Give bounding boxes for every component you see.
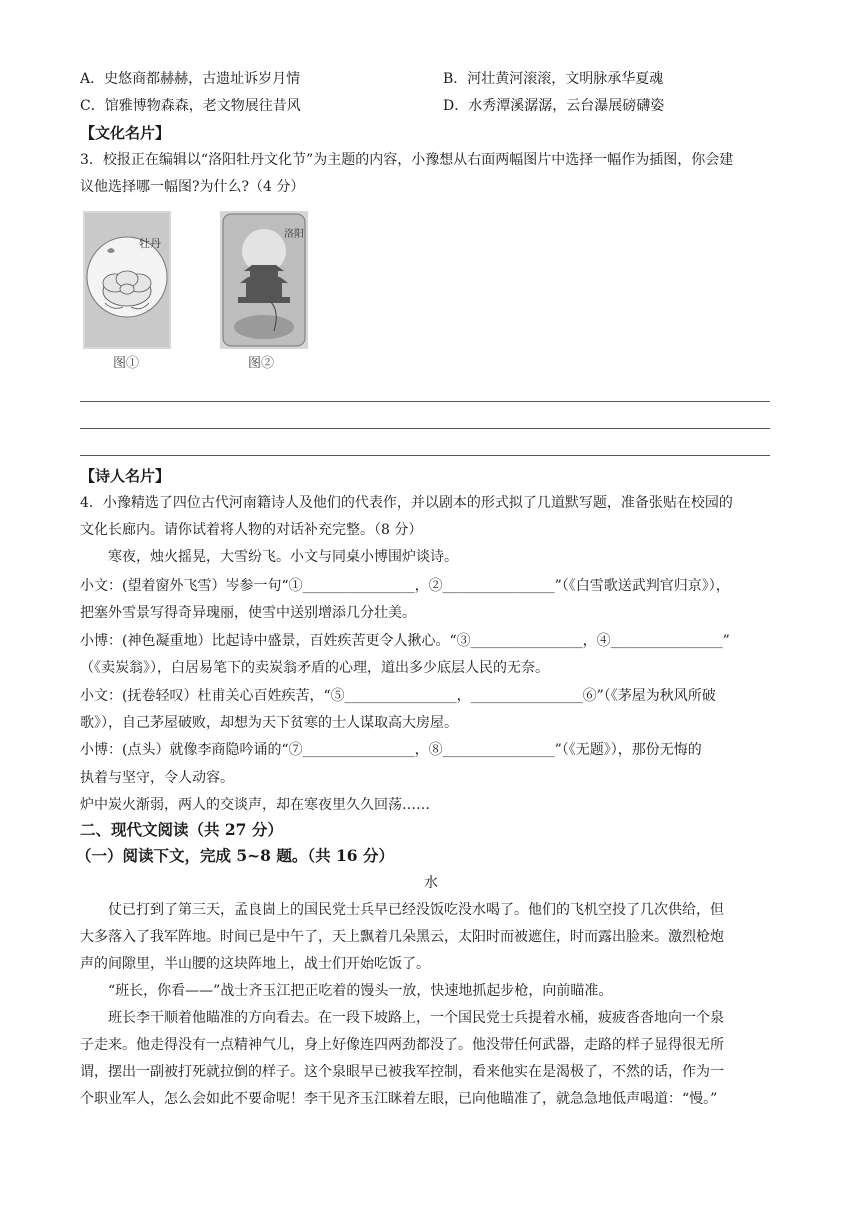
- answer-line-1[interactable]: [80, 401, 770, 402]
- dialogue-2-line-2: （《卖炭翁》），白居易笔下的卖炭翁矛盾的心理，道出多少底层人民的无奈。: [80, 660, 549, 676]
- dialogue-1-line-1: 小文：(望着窗外飞雪）岑参一句“①________________，②________________”（《白雪歌送武判官归京》），: [80, 578, 730, 594]
- dialogue-3-line-2: 歌》），自己茅屋破败，却想为天下贫寒的士人谋取高大房屋。: [80, 715, 458, 731]
- passage-p3-line-2: 子走来。他走得没有一点精神气儿，身上好像连四两劲都没了。他没带任何武器，走路的样子显得很无所: [80, 1037, 724, 1053]
- dialogue-1-line-2: 把塞外雪景写得奇异瑰丽，使雪中送别增添几分壮美。: [80, 605, 416, 621]
- answer-line-3[interactable]: [80, 455, 770, 456]
- pavilion-illustration-icon: [220, 211, 308, 349]
- passage-title: 水: [424, 875, 438, 891]
- passage-p1-line-1: 仗已打到了第三天，孟良崮上的国民党士兵早已经没饭吃没水喝了。他们的飞机空投了几次供给，但: [108, 902, 724, 918]
- poet-card-heading: 【诗人名片】: [80, 467, 171, 485]
- dialogue-2-line-1: 小博：(神色凝重地）比起诗中盛景，百姓疾苦更令人揪心。“③________________，④________________”: [80, 633, 730, 649]
- question-3-line-2: 议他选择哪一幅图?为什么?（4 分）: [80, 179, 305, 195]
- peony-illustration-icon: [83, 211, 171, 349]
- figure-1-caption: 图①: [113, 356, 140, 371]
- script-ending: 炉中炭火渐弱，两人的交谈声，却在寒夜里久久回荡……: [80, 797, 430, 813]
- passage-p3-line-3: 谓，摆出一副被打死就拉倒的样子。这个泉眼早已被我军控制，看来他实在是渴极了，不然的话，作为一: [80, 1064, 724, 1080]
- dialogue-3-line-1: 小文：(抚卷轻叹）杜甫关心百姓疾苦，“⑤________________，________________⑥”（《茅屋为秋风所破: [80, 688, 716, 704]
- section-2-subtitle: （一）阅读下文，完成 5~8 题。（共 16 分）: [76, 846, 394, 865]
- question-4-line-1: 4．小豫精选了四位古代河南籍诗人及他们的代表作，并以剧本的形式拟了几道默写题，准备张贴在校园的: [80, 495, 733, 511]
- passage-p1-line-2: 大多落入了我军阵地。时间已是中午了，天上飘着几朵黑云，太阳时而被遮住，时而露出脸来。激烈枪炮: [80, 929, 724, 945]
- dialogue-4-line-1: 小博：(点头）就像李商隐吟诵的“⑦________________，⑧________________”（《无题》），那份无悔的: [80, 742, 702, 758]
- option-b: B．河壮黄河滚滚，文明脉承华夏魂: [443, 71, 664, 87]
- option-a: A．史悠商都赫赫，古遗址诉岁月情: [80, 71, 301, 87]
- answer-line-2[interactable]: [80, 428, 770, 429]
- svg-text:洛阳: 洛阳: [284, 229, 304, 240]
- figure-2-caption: 图②: [248, 356, 275, 371]
- option-d: D．水秀潭溪潺潺，云台瀑展磅礴姿: [443, 98, 665, 114]
- section-2-title: 二、现代文阅读（共 27 分）: [80, 820, 283, 839]
- passage-p3-line-1: 班长李干顺着他瞄准的方向看去。在一段下坡路上，一个国民党士兵提着水桶，疲疲沓沓地向一个泉: [108, 1010, 724, 1026]
- culture-card-heading: 【文化名片】: [80, 124, 171, 142]
- passage-p2-line-1: “班长，你看——”战士齐玉江把正吃着的馒头一放，快速地抓起步枪，向前瞄准。: [108, 983, 613, 999]
- passage-p3-line-4: 个职业军人，怎么会如此不要命呢！李干见齐玉江眯着左眼，已向他瞄准了，就急急地低声喝道：“慢。”: [80, 1091, 718, 1107]
- option-c: C．馆雅博物森森，老文物展往昔风: [80, 98, 301, 114]
- question-4-line-2: 文化长廊内。请你试着将人物的对话补充完整。（8 分）: [80, 522, 423, 538]
- passage-p1-line-3: 声的间隙里，半山腰的这块阵地上，战士们开始吃饭了。: [80, 956, 430, 972]
- svg-text:牡丹: 牡丹: [139, 237, 161, 250]
- question-3-line-1: 3．校报正在编辑以“洛阳牡丹文化节”为主题的内容，小豫想从右面两幅图片中选择一幅作为插图，你会建: [80, 152, 734, 168]
- dialogue-4-line-2: 执着与坚守，令人动容。: [80, 770, 234, 786]
- figure-1-peony: [83, 211, 171, 349]
- figure-2-luoyang: [220, 211, 308, 349]
- script-scene: 寒夜，烛火摇晃，大雪纷飞。小文与同桌小博围炉谈诗。: [108, 549, 458, 565]
